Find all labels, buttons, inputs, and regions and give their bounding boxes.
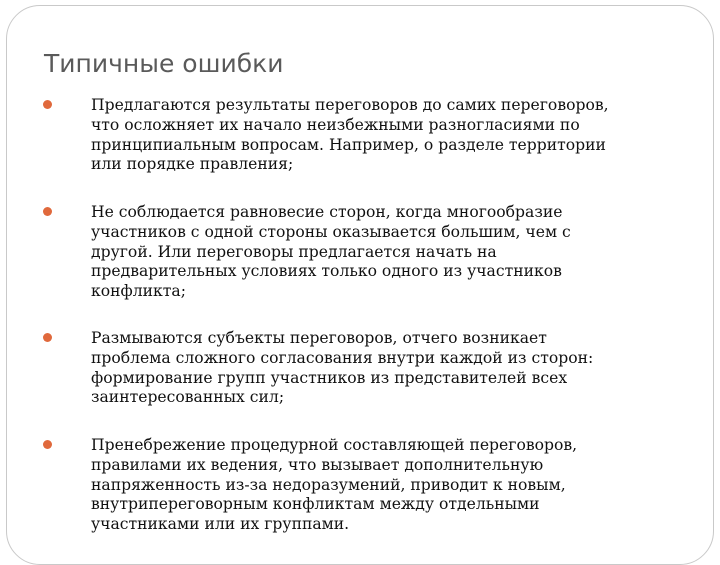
bullet-dot-icon <box>43 440 52 449</box>
bullet-line: Пренебрежение процедурной составляющей переговоров, <box>91 436 578 454</box>
bullet-line: или порядке правления; <box>91 155 294 174</box>
bullet-text-4 <box>91 436 691 535</box>
bullet-line: внутрипереговорным конфликтам между отдельными <box>91 495 540 514</box>
bullet-dot-icon <box>43 333 52 342</box>
bullet-line: напряженность из-за недоразумений, приводит к новым, <box>91 475 566 494</box>
bullet-line: что осложняет их начало неизбежными разногласиями по <box>91 115 580 134</box>
bullet-line: правилами их ведения, что вызывает дополнительную <box>91 455 544 474</box>
bullet-line: проблема сложного согласования внутри каждой из сторон: <box>91 348 594 367</box>
bullet-line: участников с одной стороны оказывается большим, чем с <box>91 222 571 241</box>
bullet-line: Размываются субъекты переговоров, отчего возникает <box>91 329 547 347</box>
bullet-dot-icon <box>43 100 52 109</box>
bullet-line: участниками или их группами. <box>91 515 350 534</box>
bullet-dot-icon <box>43 207 52 216</box>
bullet-text-3 <box>91 329 691 408</box>
bullet-line: Не соблюдается равновесие сторон, когда многообразие <box>91 203 563 221</box>
slide-title: Типичные ошибки <box>44 49 284 78</box>
bullet-line: Предлагаются результаты переговоров до самих переговоров, <box>91 96 609 114</box>
bullet-line: заинтересованных сил; <box>91 388 285 407</box>
bullet-text-1 <box>91 96 691 175</box>
bullet-line: предварительных условиях только одного из участников <box>91 262 562 281</box>
bullet-line: другой. Или переговоры предлагается начать на <box>91 242 497 261</box>
bullet-line: формирование групп участников из представителей всех <box>91 368 568 387</box>
bullet-line: конфликта; <box>91 282 186 301</box>
bullet-text-2 <box>91 203 691 302</box>
bullet-line: принципиальным вопросам. Например, о разделе территории <box>91 135 606 154</box>
